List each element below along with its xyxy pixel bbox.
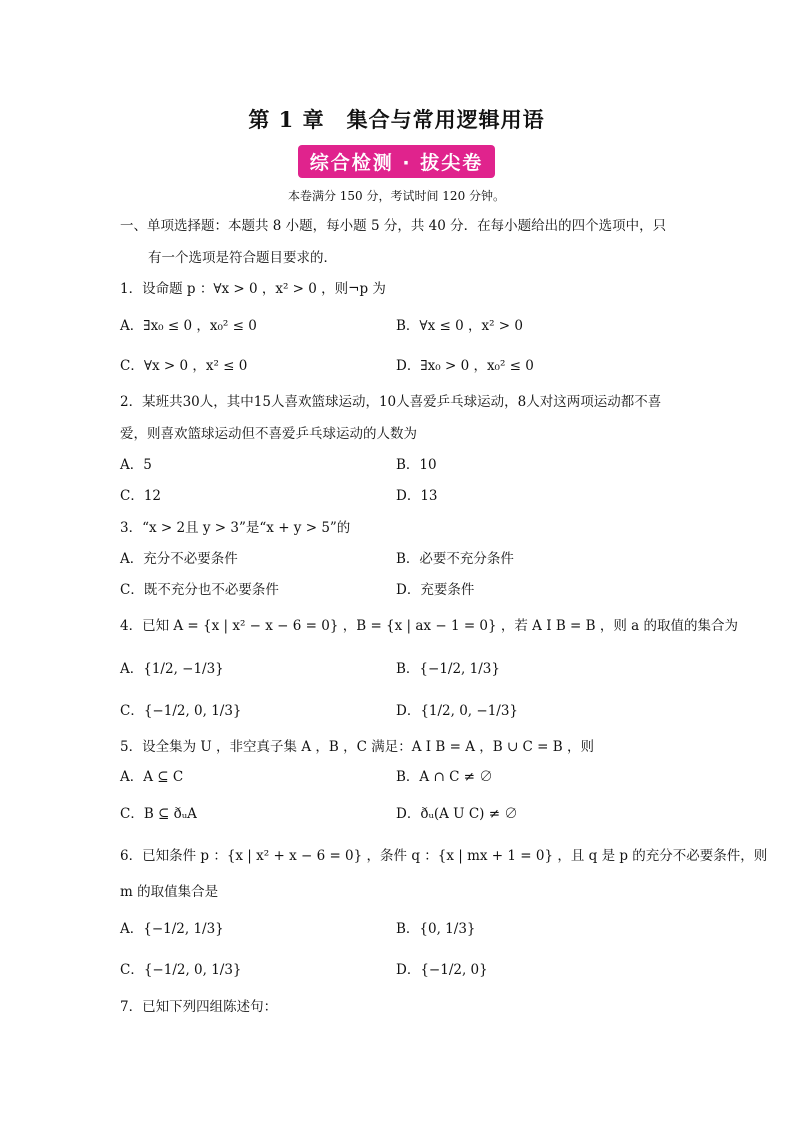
- exam-badge: 综合检测 · 拔尖卷: [298, 145, 495, 178]
- question-6-option-c: C．{−1/2, 0, 1/3}: [120, 962, 242, 978]
- question-2-option-d: D．13: [396, 488, 438, 504]
- question-4-option-c: C．{−1/2, 0, 1/3}: [120, 703, 242, 719]
- question-6-stem-line2: m 的取值集合是: [120, 884, 219, 900]
- exam-subtitle: 本卷满分 150 分，考试时间 120 分钟。: [287, 189, 506, 203]
- question-5-option-a: A．A ⊆ C: [120, 769, 184, 785]
- page-title: 第 1 章 集合与常用逻辑用语: [248, 107, 545, 132]
- question-7-stem: 7．已知下列四组陈述句：: [120, 999, 278, 1015]
- question-2-stem-line2: 爱，则喜欢篮球运动但不喜爱乒乓球运动的人数为: [120, 426, 417, 442]
- question-3-option-d: D．充要条件: [396, 582, 475, 598]
- section-heading-line1: 一、单项选择题：本题共 8 小题，每小题 5 分，共 40 分．在每小题给出的四个选项中，只: [120, 218, 667, 234]
- question-4-option-d: D．{1/2, 0, −1/3}: [396, 703, 519, 719]
- section-heading-line2: 有一个选项是符合题目要求的．: [148, 250, 337, 266]
- question-6-option-b: B．{0, 1/3}: [396, 921, 476, 937]
- question-1-stem: 1．设命题 p ：∀x > 0 ，x² > 0 ，则¬p 为: [120, 281, 386, 297]
- question-2-stem-line1: 2．某班共30人，其中15人喜欢篮球运动，10人喜爱乒乓球运动，8人对这两项运动都不喜: [120, 394, 662, 410]
- question-3-stem: 3．“x > 2且 y > 3”是“x + y > 5”的: [120, 520, 351, 536]
- question-4-option-b: B．{−1/2, 1/3}: [396, 661, 500, 677]
- question-2-option-c: C．12: [120, 488, 162, 504]
- question-2-option-a: A．5: [120, 457, 152, 473]
- badge-row: [0, 145, 793, 178]
- question-3-option-a: A．充分不必要条件: [120, 551, 238, 567]
- question-4-option-a: A．{1/2, −1/3}: [120, 661, 224, 677]
- question-6-stem-line1: 6．已知条件 p ：{x | x² + x − 6 = 0} ，条件 q ：{x | mx + 1 = 0} ，且 q 是 p 的充分不必要条件，则: [120, 848, 768, 864]
- question-1-option-c: C．∀x > 0 ，x² ≤ 0: [120, 358, 248, 374]
- question-5-stem: 5．设全集为 U ，非空真子集 A ，B ，C 满足：A I B = A ，B ∪ C = B ，则: [120, 739, 594, 755]
- question-6-option-d: D．{−1/2, 0}: [396, 962, 488, 978]
- question-2-option-b: B．10: [396, 457, 437, 473]
- question-4-stem: 4．已知 A = {x | x² − x − 6 = 0} ，B = {x | ax − 1 = 0} ，若 A I B = B ，则 a 的取值的集合为: [120, 618, 739, 634]
- question-3-option-c: C．既不充分也不必要条件: [120, 582, 279, 598]
- question-3-option-b: B．必要不充分条件: [396, 551, 514, 567]
- question-1-option-b: B．∀x ≤ 0 ，x² > 0: [396, 318, 523, 334]
- question-6-option-a: A．{−1/2, 1/3}: [120, 921, 224, 937]
- question-5-option-c: C．B ⊆ ðᵤA: [120, 806, 197, 822]
- question-5-option-d: D．ðᵤ(A U C) ≠ ∅: [396, 806, 518, 822]
- question-1-option-d: D．∃x₀ > 0 ，x₀² ≤ 0: [396, 358, 534, 374]
- question-1-option-a: A．∃x₀ ≤ 0 ，x₀² ≤ 0: [120, 318, 257, 334]
- question-5-option-b: B．A ∩ C ≠ ∅: [396, 769, 493, 785]
